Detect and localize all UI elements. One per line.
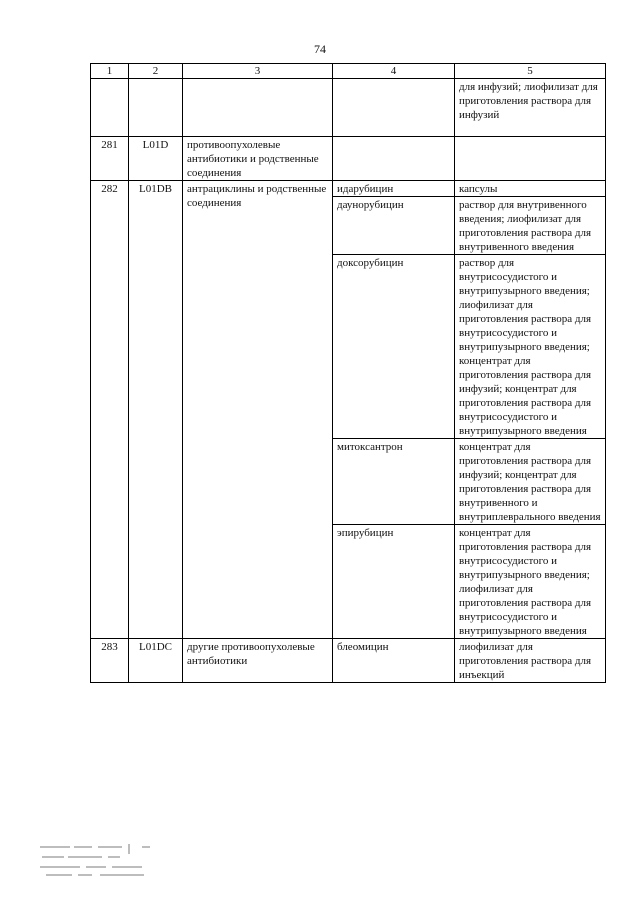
drug-name-cell: даунорубицин	[333, 197, 455, 255]
table-row	[91, 181, 606, 197]
row-number-cell: 281	[91, 137, 129, 181]
dosage-form-cell: лиофилизат для приготовления раствора для инъекций	[455, 639, 606, 683]
drug-name-cell	[333, 137, 455, 181]
drug-name-cell: митоксантрон	[333, 439, 455, 525]
column-header: 1	[91, 64, 129, 79]
column-header: 4	[333, 64, 455, 79]
drug-name-cell: эпирубицин	[333, 525, 455, 639]
drug-list-table	[90, 63, 606, 683]
drug-name-cell	[333, 79, 455, 137]
table-row	[91, 137, 606, 181]
table-row	[91, 639, 606, 683]
table-row	[91, 79, 606, 137]
dosage-form-cell: капсулы	[455, 181, 606, 197]
dosage-form-cell: концентрат для приготовления раствора для инфузий; концентрат для приготовления раствора для внутривенного и внутриплеврального введения	[455, 439, 606, 525]
drug-name-cell: идарубицин	[333, 181, 455, 197]
atc-code-cell: L01DB	[129, 181, 183, 639]
row-number-cell	[91, 79, 129, 137]
group-name-cell	[183, 79, 333, 137]
page-number: 74	[314, 42, 326, 56]
group-name-cell: противоопухолевые антибиотики и родственные соединения	[183, 137, 333, 181]
column-header: 2	[129, 64, 183, 79]
column-header: 3	[183, 64, 333, 79]
dosage-form-cell: раствор для внутрисосудистого и внутрипузырного введения; лиофилизат для приготовления раствора для внутрисосудистого и внутрипузырного введения; концентрат для приготовления раствора для инфузий; концентрат для приготовления раствора для внутрисосудистого и внутрипузырного введения	[455, 255, 606, 439]
atc-code-cell	[129, 79, 183, 137]
column-header: 5	[455, 64, 606, 79]
column-number-row	[91, 64, 606, 79]
group-name-cell: другие противоопухолевые антибиотики	[183, 639, 333, 683]
dosage-form-cell	[455, 137, 606, 181]
row-number-cell: 283	[91, 639, 129, 683]
dosage-form-cell: для инфузий; лиофилизат для приготовления раствора для инфузий	[455, 79, 606, 137]
scan-artifact-mark	[38, 842, 154, 880]
atc-code-cell: L01D	[129, 137, 183, 181]
drug-name-cell: блеомицин	[333, 639, 455, 683]
atc-code-cell: L01DC	[129, 639, 183, 683]
dosage-form-cell: раствор для внутривенного введения; лиофилизат для приготовления раствора для внутривенного введения	[455, 197, 606, 255]
dosage-form-cell: концентрат для приготовления раствора для внутрисосудистого и внутрипузырного введения; лиофилизат для приготовления раствора для внутрисосудистого и внутрипузырного введения	[455, 525, 606, 639]
group-name-cell: антрациклины и родственные соединения	[183, 181, 333, 639]
drug-name-cell: доксорубицин	[333, 255, 455, 439]
row-number-cell: 282	[91, 181, 129, 639]
